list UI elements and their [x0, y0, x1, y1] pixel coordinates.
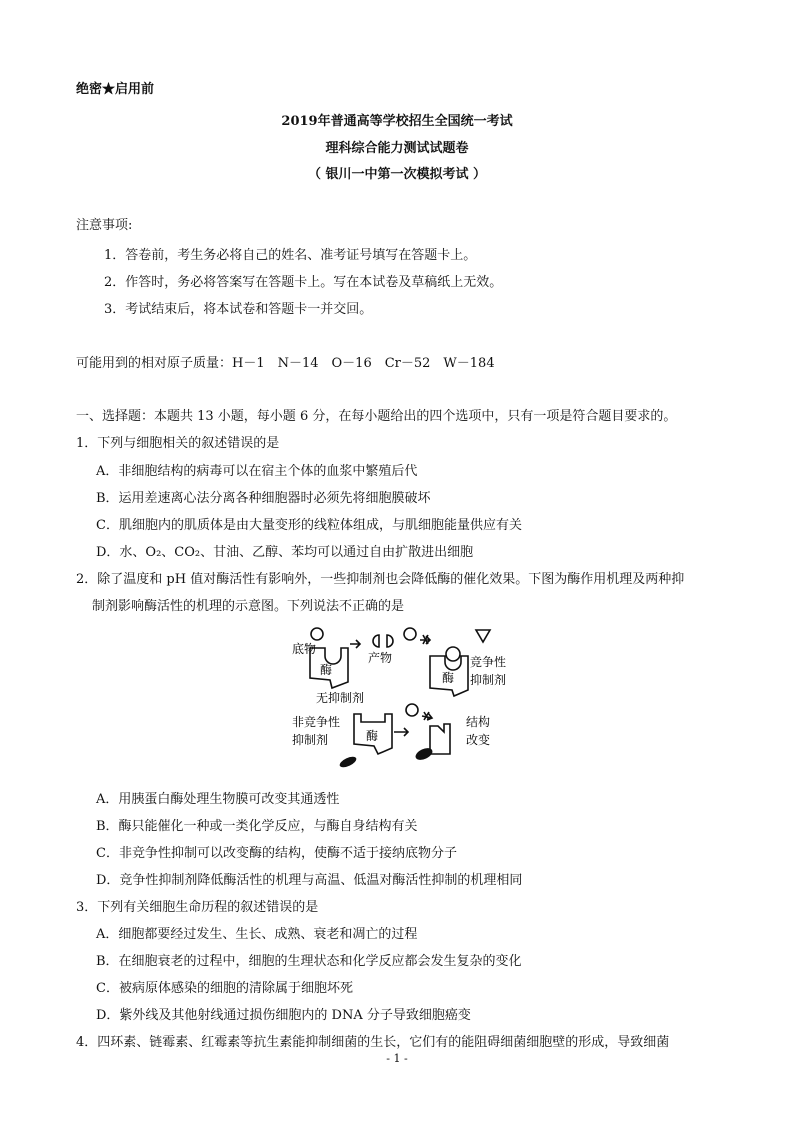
question-stem-continued: 制剂影响酶活性的机理的示意图。下列说法不正确的是	[92, 599, 405, 614]
product-half-right	[387, 635, 393, 647]
exam-title: 2019年普通高等学校招生全国统一考试	[281, 114, 513, 129]
option-a: A．非细胞结构的病毒可以在宿主个体的血浆中繁殖后代	[96, 464, 418, 479]
substrate-circle-2	[406, 704, 418, 716]
label-enzyme-3: 酶	[366, 729, 379, 743]
label-noncompetitive-1: 非竞争性	[292, 715, 341, 729]
label-product: 产物	[368, 651, 393, 665]
section-heading: 一、选择题：本题共 13 小题，每小题 6 分，在每小题给出的四个选项中，只有一项是符合题目要求的。	[76, 409, 677, 424]
option-c: C．肌细胞内的肌质体是由大量变形的线粒体组成，与肌细胞能量供应有关	[96, 518, 522, 533]
question-stem: 3．下列有关细胞生命历程的叙述错误的是	[76, 900, 319, 915]
exam-name: （ 银川一中第一次模拟考试 ）	[307, 167, 487, 182]
label-noncompetitive-2: 抑制剂	[292, 733, 329, 747]
option-d: D．竞争性抑制剂降低酶活性的机理与高温、低温对酶活性抑制的机理相同	[96, 873, 523, 888]
arrow-right-2	[394, 728, 408, 736]
option-a: A．细胞都要经过发生、生长、成熟、衰老和凋亡的过程	[96, 927, 418, 942]
enzyme-shape-changed	[430, 724, 450, 754]
label-structure-1: 结构	[466, 715, 491, 729]
option-b: B．运用差速离心法分离各种细胞器时必须先将细胞膜破坏	[96, 491, 431, 506]
label-enzyme-2: 酶	[442, 671, 455, 685]
option-d: D．紫外线及其他射线通过损伤细胞内的 DNA 分子导致细胞癌变	[96, 1008, 471, 1023]
question-stem: 2．除了温度和 pH 值对酶活性有影响外，一些抑制剂也会降低酶的催化效果。下图为酶作用机理及两种抑	[76, 572, 685, 587]
label-no-inhibitor: 无抑制剂	[316, 691, 365, 705]
product-half-left	[373, 635, 379, 647]
question-stem: 1．下列与细胞相关的叙述错误的是	[76, 436, 280, 451]
substrate-circle-blocked	[404, 628, 416, 640]
option-c: C．被病原体感染的细胞的清除属于细胞坏死	[96, 981, 353, 996]
label-competitive-1: 竞争性	[470, 655, 507, 669]
option-b: B．酶只能催化一种或一类化学反应，与酶自身结构有关	[96, 819, 418, 834]
competitive-inhibitor	[476, 630, 490, 642]
page-number: - 1 -	[386, 1052, 408, 1065]
secret-label: 绝密★启用前	[76, 82, 155, 97]
inhibitor-in-site	[446, 647, 460, 661]
label-competitive-2: 抑制剂	[470, 673, 507, 687]
noncompetitive-inhibitor	[338, 755, 358, 770]
substrate-circle	[311, 628, 323, 640]
label-enzyme: 酶	[320, 663, 333, 677]
notice-item: 1．答卷前，考生务必将自己的姓名、准考证号填写在答题卡上。	[104, 248, 477, 263]
noncompetitive-inhibitor-bound	[414, 746, 435, 763]
arrow-right	[350, 640, 360, 648]
label-substrate: 底物	[292, 642, 317, 656]
notice-item: 3．考试结束后，将本试卷和答题卡一并交回。	[104, 302, 373, 317]
notice-heading: 注意事项:	[76, 218, 133, 233]
option-d: D．水、O₂、CO₂、甘油、乙醇、苯均可以通过自由扩散进出细胞	[96, 545, 474, 560]
option-c: C．非竞争性抑制可以改变酶的结构，使酶不适于接纳底物分子	[96, 846, 457, 861]
atomic-masses: 可能用到的相对原子质量：H－1 N－14 O－16 Cr－52 W－184	[76, 356, 495, 371]
option-b: B．在细胞衰老的过程中，细胞的生理状态和化学反应都会发生复杂的变化	[96, 954, 522, 969]
label-structure-2: 改变	[466, 733, 491, 747]
paper-subtitle: 理科综合能力测试试题卷	[325, 141, 469, 156]
enzyme-mechanism-diagram	[262, 622, 522, 772]
option-a: A．用胰蛋白酶处理生物膜可改变其通透性	[96, 792, 340, 807]
question-stem: 4．四环素、链霉素、红霉素等抗生素能抑制细菌的生长，它们有的能阻碍细菌细胞壁的形成，导致细菌	[76, 1035, 670, 1050]
notice-item: 2．作答时，务必将答案写在答题卡上。写在本试卷及草稿纸上无效。	[104, 275, 503, 290]
